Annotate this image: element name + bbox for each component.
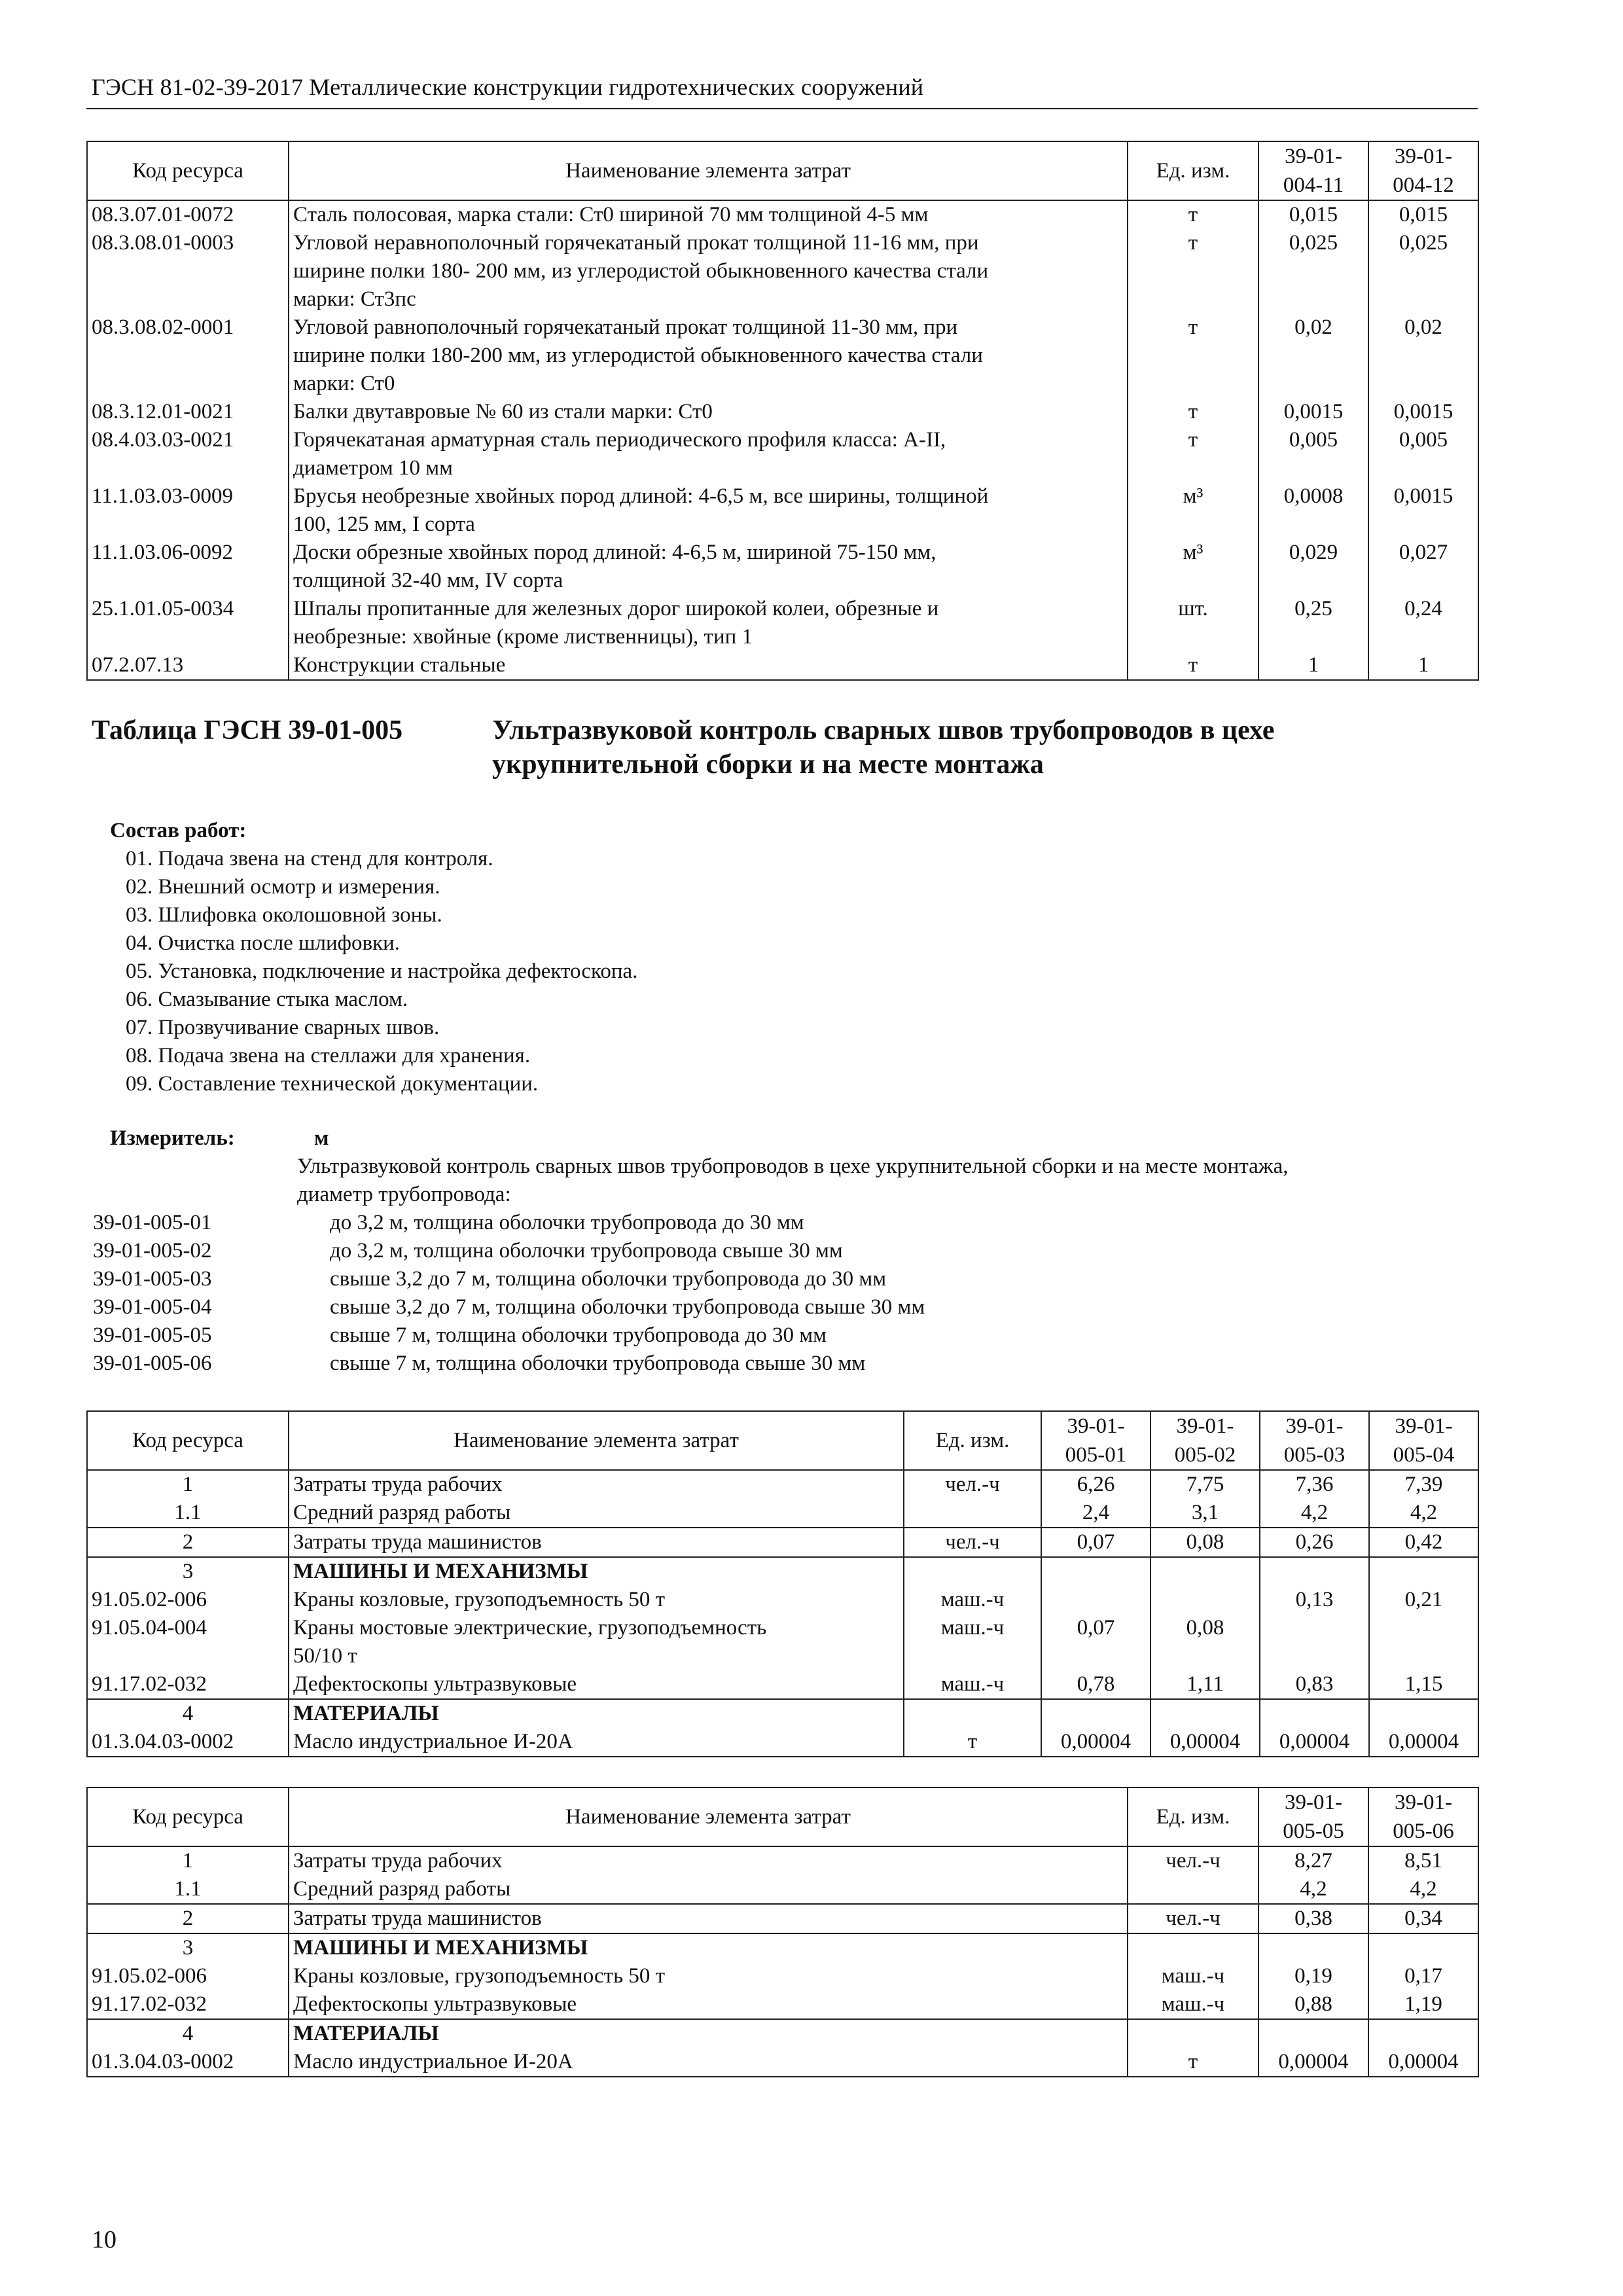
table-row (87, 1875, 1478, 1904)
resource-code: 08.3.07.01-0072 (87, 200, 289, 229)
value-cell: 4,2 (1368, 1875, 1478, 1904)
resource-name (289, 398, 1128, 426)
table-row (87, 1670, 1478, 1699)
value-cell: 1 (1258, 651, 1368, 680)
resource-name (289, 2019, 1128, 2048)
resource-name (289, 200, 1128, 229)
value-cell: 0,02 (1368, 314, 1478, 398)
resource-name (289, 1699, 904, 1728)
value-cell: 0,0015 (1368, 482, 1478, 539)
value-cell: 4,2 (1260, 1499, 1369, 1528)
col-header-name: Наименование элемента затрат (289, 141, 1128, 200)
value-cell: 0,25 (1258, 595, 1368, 651)
resource-name (289, 1470, 904, 1499)
unit-cell: чел.-ч (904, 1470, 1041, 1499)
resource-name-line: Средний разряд работы (293, 1877, 511, 1901)
value-cell (1260, 1614, 1369, 1670)
resource-name (289, 1586, 904, 1614)
col-header-unit: Ед. изм. (904, 1411, 1041, 1470)
resource-name-line: толщиной 32-40 мм, IV сорта (293, 569, 563, 592)
resource-name-line: Угловой равнополочный горячекатаный прокат толщиной 11-30 мм, при (293, 315, 958, 339)
value-cell: 4,2 (1369, 1499, 1478, 1528)
unit-cell (904, 1699, 1041, 1728)
resource-code: 4 (87, 2019, 289, 2048)
resource-name-line: Затраты труда машинистов (293, 1907, 542, 1930)
col-header-top: 39-01- (1395, 1414, 1453, 1438)
work-step: 01. Подача звена на стенд для контроля. (126, 847, 493, 870)
value-cell: 0,005 (1258, 426, 1368, 482)
col-header-unit: Ед. изм. (1128, 141, 1258, 200)
resource-name-line: Доски обрезные хвойных пород длиной: 4-6,5 м, шириной 75-150 мм, (293, 541, 936, 564)
table-row (87, 1846, 1478, 1875)
table-row (87, 1904, 1478, 1933)
work-step: 05. Установка, подключение и настройка дефектоскопа. (126, 960, 638, 983)
resource-name-line: Сталь полосовая, марка стали: Ст0 шириной 70 мм толщиной 4-5 мм (293, 203, 929, 226)
value-cell (1258, 1933, 1368, 1962)
table-row (87, 1586, 1478, 1614)
table-row (87, 1528, 1478, 1557)
value-cell: 8,51 (1368, 1846, 1478, 1875)
unit-cell: т (1128, 314, 1258, 398)
table-row (87, 426, 1478, 482)
resource-name (289, 1933, 1128, 1962)
unit-cell (904, 1499, 1041, 1528)
col-header-bottom: 005-02 (1174, 1443, 1236, 1467)
work-composition-heading: Состав работ: (110, 819, 247, 842)
value-cell: 4,2 (1258, 1875, 1368, 1904)
value-cell: 0,42 (1369, 1528, 1478, 1557)
resource-name (289, 1528, 904, 1557)
resource-name (289, 1499, 904, 1528)
col-header-unit: Ед. изм. (1128, 1787, 1258, 1846)
table-title-line: Ультразвуковой контроль сварных швов трубопроводов в цехе (492, 715, 1275, 745)
col-header-top: 39-01- (1285, 145, 1342, 168)
resource-code: 01.3.04.03-0002 (87, 1728, 289, 1757)
col-header-005-01 (1041, 1411, 1150, 1470)
measure-item (93, 1209, 1289, 1237)
value-cell (1369, 1614, 1478, 1670)
value-cell: 0,015 (1368, 200, 1478, 229)
unit-cell: т (1128, 651, 1258, 680)
col-header-top: 39-01- (1176, 1414, 1234, 1438)
table-row (87, 539, 1478, 595)
value-cell (1150, 1699, 1260, 1728)
resource-code: 91.17.02-032 (87, 1670, 289, 1699)
resource-name (289, 651, 1128, 680)
table-title-line: укрупнительной сборки и на месте монтажа (492, 749, 1044, 780)
value-cell: 7,75 (1150, 1470, 1260, 1499)
table-row (87, 1990, 1478, 2019)
unit-cell: т (1128, 398, 1258, 426)
unit-cell: маш.-ч (1128, 1962, 1258, 1990)
resource-name-line: Конструкции стальные (293, 653, 506, 677)
value-cell: 0,015 (1258, 200, 1368, 229)
col-header-005-03 (1260, 1411, 1369, 1470)
measure-text: до 3,2 м, толщина оболочки трубопровода свыше 30 мм (330, 1239, 843, 1263)
value-cell: 0,0008 (1258, 482, 1368, 539)
table-row (87, 200, 1478, 229)
measure-desc-line: диаметр трубопровода: (297, 1183, 511, 1206)
resource-name (289, 1875, 1128, 1904)
value-cell: 0,00004 (1041, 1728, 1150, 1757)
resource-code: 08.3.08.02-0001 (87, 314, 289, 398)
page-number: 10 (92, 2226, 116, 2253)
resource-name-line: Дефектоскопы ультразвуковые (293, 1992, 577, 2016)
work-step: 03. Шлифовка околошовной зоны. (126, 903, 442, 927)
col-header-bottom: 005-05 (1283, 1820, 1344, 1843)
table-header-row (87, 141, 1478, 200)
resource-name-line: Горячекатаная арматурная сталь периодического профиля класса: А-II, (293, 428, 946, 452)
resource-code: 3 (87, 1933, 289, 1962)
col-header-code: Код ресурса (87, 1411, 289, 1470)
resource-name-line: необрезные: хвойные (кроме лиственницы), тип 1 (293, 625, 753, 649)
resource-name-line: Шпалы пропитанные для железных дорог широкой колеи, обрезные и (293, 597, 939, 620)
value-cell: 0,00004 (1260, 1728, 1369, 1757)
measure-block (93, 1124, 1289, 1378)
value-cell: 0,21 (1369, 1586, 1478, 1614)
measure-item (93, 1265, 1289, 1293)
col-header-bottom: 005-06 (1393, 1820, 1454, 1843)
value-cell: 0,19 (1258, 1962, 1368, 1990)
value-cell: 0,13 (1260, 1586, 1369, 1614)
header-rule (86, 108, 1478, 109)
resource-code: 3 (87, 1557, 289, 1586)
work-step: 06. Смазывание стыка маслом. (126, 988, 408, 1011)
resource-name-line: марки: Ст3пс (293, 287, 416, 311)
resource-table-004 (86, 141, 1479, 681)
value-cell: 0,00004 (1369, 1728, 1478, 1757)
resource-name (289, 539, 1128, 595)
resource-name-line: МАТЕРИАЛЫ (293, 1702, 439, 1725)
resource-name-line: Затраты труда рабочих (293, 1473, 503, 1496)
value-cell: 7,39 (1369, 1470, 1478, 1499)
resource-code: 2 (87, 1904, 289, 1933)
col-header-004-11 (1258, 141, 1368, 200)
value-cell: 0,00004 (1258, 2048, 1368, 2077)
resource-code: 08.3.12.01-0021 (87, 398, 289, 426)
value-cell: 0,0015 (1258, 398, 1368, 426)
table-row (87, 2019, 1478, 2048)
value-cell (1041, 1699, 1150, 1728)
resource-name (289, 1904, 1128, 1933)
value-cell: 0,025 (1258, 229, 1368, 314)
table-row (87, 1470, 1478, 1499)
value-cell: 0,17 (1368, 1962, 1478, 1990)
table-row (87, 1699, 1478, 1728)
resource-name (289, 482, 1128, 539)
value-cell: 0,07 (1041, 1614, 1150, 1670)
resource-name (289, 1557, 904, 1586)
resource-name (289, 2048, 1128, 2077)
col-header-top: 39-01- (1285, 1791, 1342, 1814)
resource-name-line: ширине полки 180- 200 мм, из углеродистой обыкновенного качества стали (293, 259, 989, 283)
resource-name (289, 1614, 904, 1670)
col-header-005-02 (1150, 1411, 1260, 1470)
resource-code: 1 (87, 1470, 289, 1499)
measure-text: свыше 7 м, толщина оболочки трубопровода свыше 30 мм (330, 1352, 866, 1375)
measure-code: 39-01-005-04 (93, 1295, 212, 1319)
unit-cell: чел.-ч (1128, 1904, 1258, 1933)
work-step: 07. Прозвучивание сварных швов. (126, 1016, 440, 1039)
resource-name-line: МАТЕРИАЛЫ (293, 2022, 439, 2045)
value-cell: 1,11 (1150, 1670, 1260, 1699)
value-cell: 0,0015 (1368, 398, 1478, 426)
resource-code: 08.3.08.01-0003 (87, 229, 289, 314)
value-cell (1368, 1933, 1478, 1962)
resource-name-line: Краны козловые, грузоподъемность 50 т (293, 1588, 666, 1611)
value-cell: 0,34 (1368, 1904, 1478, 1933)
resource-name (289, 229, 1128, 314)
value-cell: 2,4 (1041, 1499, 1150, 1528)
resource-name-line: Угловой неравнополочный горячекатаный прокат толщиной 11-16 мм, при (293, 231, 979, 255)
col-header-top: 39-01- (1285, 1414, 1344, 1438)
resource-name-line: Масло индустриальное И-20А (293, 2050, 573, 2073)
resource-name-line: диаметром 10 мм (293, 456, 453, 480)
value-cell: 0,83 (1260, 1670, 1369, 1699)
col-header-bottom: 005-04 (1393, 1443, 1455, 1467)
resource-name-line: МАШИНЫ И МЕХАНИЗМЫ (293, 1560, 588, 1583)
col-header-top: 39-01- (1067, 1414, 1125, 1438)
resource-name (289, 426, 1128, 482)
value-cell (1041, 1586, 1150, 1614)
measure-text: до 3,2 м, толщина оболочки трубопровода до 30 мм (330, 1211, 804, 1234)
col-header-bottom: 004-12 (1393, 173, 1454, 197)
value-cell: 0,00004 (1150, 1728, 1260, 1757)
running-header: ГЭСН 81-02-39-2017 Металлические конструкции гидротехнических сооружений (92, 74, 924, 100)
value-cell: 0,24 (1368, 595, 1478, 651)
value-cell: 0,78 (1041, 1670, 1150, 1699)
unit-cell: т (1128, 2048, 1258, 2077)
unit-cell: м³ (1128, 539, 1258, 595)
value-cell: 0,005 (1368, 426, 1478, 482)
measure-text: свыше 3,2 до 7 м, толщина оболочки трубопровода свыше 30 мм (330, 1295, 925, 1319)
unit-cell: маш.-ч (904, 1670, 1041, 1699)
measure-desc-line: Ультразвуковой контроль сварных швов трубопроводов в цехе укрупнительной сборки и на месте монтажа, (297, 1155, 1289, 1178)
value-cell: 0,08 (1150, 1528, 1260, 1557)
col-header-top: 39-01- (1395, 145, 1452, 168)
table-row (87, 2048, 1478, 2077)
resource-table-005-b (86, 1787, 1479, 2077)
table-label: Таблица ГЭСН 39-01-005 (92, 715, 403, 745)
table-row (87, 1614, 1478, 1670)
value-cell: 8,27 (1258, 1846, 1368, 1875)
value-cell: 7,36 (1260, 1470, 1369, 1499)
col-header-004-12 (1368, 141, 1478, 200)
measure-unit: м (314, 1126, 329, 1150)
unit-cell: маш.-ч (1128, 1990, 1258, 2019)
table-row (87, 1499, 1478, 1528)
unit-cell: т (1128, 229, 1258, 314)
resource-name-line: 100, 125 мм, I сорта (293, 512, 475, 536)
table-row (87, 229, 1478, 314)
resource-name-line: марки: Ст0 (293, 372, 395, 395)
table-title (492, 713, 1275, 781)
resource-code: 1 (87, 1846, 289, 1875)
resource-code: 1.1 (87, 1875, 289, 1904)
resource-code: 1.1 (87, 1499, 289, 1528)
resource-name (289, 1670, 904, 1699)
col-header-005-06 (1368, 1787, 1478, 1846)
col-header-bottom: 005-03 (1283, 1443, 1346, 1467)
resource-name-line: Краны мостовые электрические, грузоподъемность (293, 1616, 767, 1640)
value-cell: 1,19 (1368, 1990, 1478, 2019)
value-cell: 0,025 (1368, 229, 1478, 314)
unit-cell: шт. (1128, 595, 1258, 651)
resource-code: 91.05.02-006 (87, 1586, 289, 1614)
table-row (87, 1728, 1478, 1757)
col-header-name: Наименование элемента затрат (289, 1411, 904, 1470)
measure-text: свыше 7 м, толщина оболочки трубопровода до 30 мм (330, 1323, 827, 1347)
value-cell: 0,029 (1258, 539, 1368, 595)
resource-code: 91.05.02-006 (87, 1962, 289, 1990)
resource-name (289, 595, 1128, 651)
value-cell: 0,08 (1150, 1614, 1260, 1670)
value-cell (1150, 1586, 1260, 1614)
col-header-name: Наименование элемента затрат (289, 1787, 1128, 1846)
value-cell: 0,88 (1258, 1990, 1368, 2019)
resource-name (289, 314, 1128, 398)
work-step: 02. Внешний осмотр и измерения. (126, 875, 440, 899)
resource-code: 91.17.02-032 (87, 1990, 289, 2019)
value-cell: 1,15 (1369, 1670, 1478, 1699)
resource-code: 11.1.03.03-0009 (87, 482, 289, 539)
unit-cell: маш.-ч (904, 1586, 1041, 1614)
value-cell: 0,26 (1260, 1528, 1369, 1557)
resource-code: 11.1.03.06-0092 (87, 539, 289, 595)
value-cell: 1 (1368, 651, 1478, 680)
resource-name-line: Дефектоскопы ультразвуковые (293, 1672, 577, 1696)
measure-text: свыше 3,2 до 7 м, толщина оболочки трубопровода до 30 мм (330, 1267, 887, 1291)
col-header-005-04 (1369, 1411, 1478, 1470)
measure-description (93, 1153, 1289, 1209)
resource-code: 08.4.03.03-0021 (87, 426, 289, 482)
measure-code: 39-01-005-02 (93, 1239, 212, 1263)
unit-cell: чел.-ч (904, 1528, 1041, 1557)
resource-name (289, 1846, 1128, 1875)
resource-name-line: Затраты труда машинистов (293, 1530, 542, 1554)
unit-cell: м³ (1128, 482, 1258, 539)
value-cell: 0,027 (1368, 539, 1478, 595)
col-header-top: 39-01- (1395, 1791, 1452, 1814)
value-cell (1260, 1557, 1369, 1586)
resource-code: 01.3.04.03-0002 (87, 2048, 289, 2077)
value-cell (1041, 1557, 1150, 1586)
resource-name-line: Масло индустриальное И-20А (293, 1730, 573, 1753)
unit-cell (1128, 1875, 1258, 1904)
resource-code: 25.1.01.05-0034 (87, 595, 289, 651)
resource-name (289, 1990, 1128, 2019)
work-step: 08. Подача звена на стеллажи для хранения. (126, 1044, 531, 1067)
unit-cell: т (1128, 200, 1258, 229)
value-cell: 6,26 (1041, 1470, 1150, 1499)
resource-name-line: Брусья необрезные хвойных пород длиной: 4-6,5 м, все ширины, толщиной (293, 484, 989, 508)
table-row (87, 398, 1478, 426)
resource-code: 91.05.04-004 (87, 1614, 289, 1670)
resource-name-line: Затраты труда рабочих (293, 1849, 503, 1873)
table-row (87, 1933, 1478, 1962)
unit-cell: т (1128, 426, 1258, 482)
table-row (87, 1557, 1478, 1586)
value-cell (1150, 1557, 1260, 1586)
value-cell: 0,00004 (1368, 2048, 1478, 2077)
value-cell (1258, 2019, 1368, 2048)
table-header-row (87, 1787, 1478, 1846)
value-cell (1368, 2019, 1478, 2048)
value-cell (1369, 1557, 1478, 1586)
work-step: 04. Очистка после шлифовки. (126, 931, 401, 955)
col-header-bottom: 004-11 (1283, 173, 1344, 197)
resource-code: 07.2.07.13 (87, 651, 289, 680)
value-cell: 0,07 (1041, 1528, 1150, 1557)
measure-item (93, 1293, 1289, 1321)
unit-cell: т (904, 1728, 1041, 1757)
resource-name-line: ширине полки 180-200 мм, из углеродистой обыкновенного качества стали (293, 344, 983, 367)
work-step: 09. Составление технической документации. (126, 1072, 539, 1096)
table-row (87, 314, 1478, 398)
value-cell (1369, 1699, 1478, 1728)
resource-name (289, 1962, 1128, 1990)
unit-cell: маш.-ч (904, 1614, 1041, 1670)
unit-cell (1128, 2019, 1258, 2048)
table-row (87, 1962, 1478, 1990)
work-composition (110, 817, 637, 1098)
measure-code: 39-01-005-06 (93, 1352, 212, 1375)
col-header-code: Код ресурса (87, 141, 289, 200)
measure-code: 39-01-005-03 (93, 1267, 212, 1291)
resource-table-005-a (86, 1410, 1479, 1757)
measure-item (93, 1237, 1289, 1265)
value-cell: 0,02 (1258, 314, 1368, 398)
col-header-code: Код ресурса (87, 1787, 289, 1846)
measure-code: 39-01-005-05 (93, 1323, 212, 1347)
resource-name-line: 50/10 т (293, 1644, 357, 1668)
resource-code: 2 (87, 1528, 289, 1557)
measure-code: 39-01-005-01 (93, 1211, 212, 1234)
measure-label: Измеритель: (110, 1126, 235, 1150)
resource-name-line: Средний разряд работы (293, 1501, 511, 1524)
value-cell: 0,38 (1258, 1904, 1368, 1933)
table-header-row (87, 1411, 1478, 1470)
col-header-bottom: 005-01 (1065, 1443, 1127, 1467)
measure-item (93, 1321, 1289, 1350)
resource-name-line: МАШИНЫ И МЕХАНИЗМЫ (293, 1936, 588, 1960)
unit-cell (904, 1557, 1041, 1586)
table-row (87, 651, 1478, 680)
table-row (87, 595, 1478, 651)
resource-name-line: Балки двутавровые № 60 из стали марки: Ст0 (293, 400, 713, 423)
resource-name (289, 1728, 904, 1757)
value-cell (1260, 1699, 1369, 1728)
table-row (87, 482, 1478, 539)
col-header-005-05 (1258, 1787, 1368, 1846)
unit-cell: чел.-ч (1128, 1846, 1258, 1875)
measure-item (93, 1350, 1289, 1378)
unit-cell (1128, 1933, 1258, 1962)
value-cell: 3,1 (1150, 1499, 1260, 1528)
resource-code: 4 (87, 1699, 289, 1728)
resource-name-line: Краны козловые, грузоподъемность 50 т (293, 1964, 666, 1988)
